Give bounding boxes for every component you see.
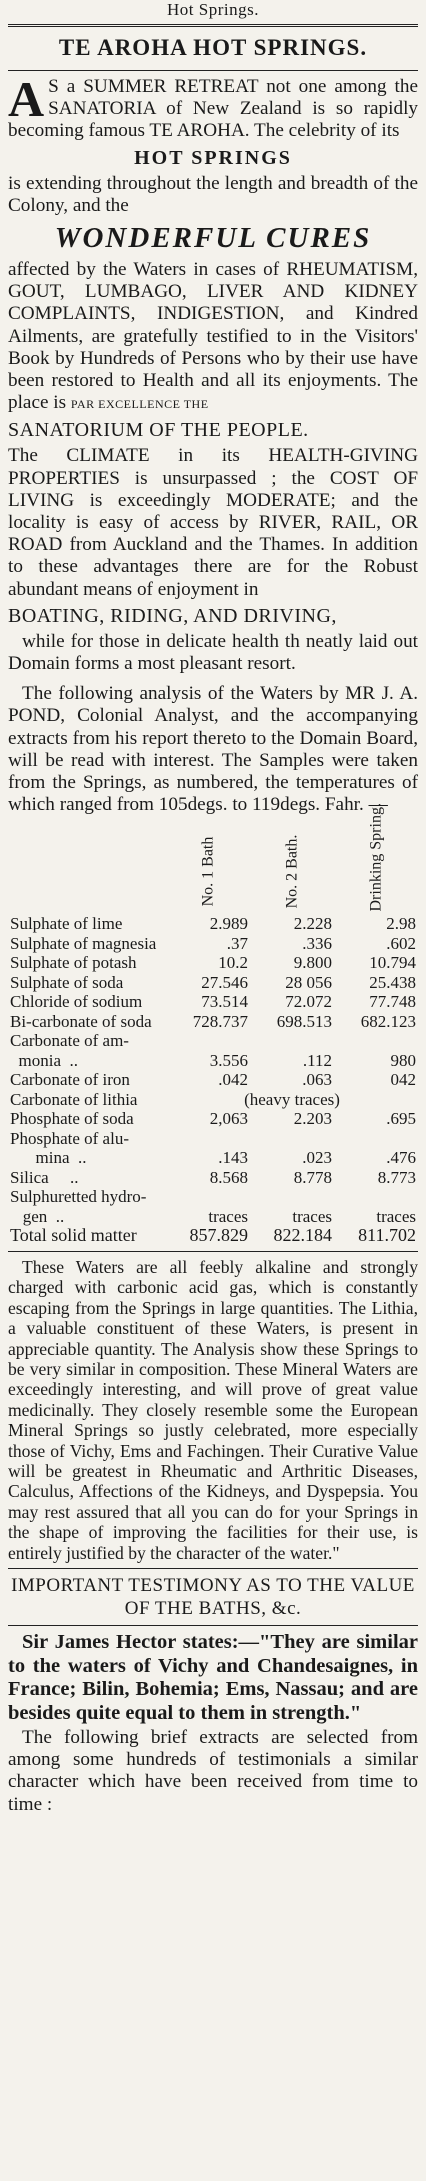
cell-value: .37 [226, 933, 248, 953]
column-header: No. 2 Bath. [283, 835, 301, 909]
row-label: Sulphate of potash [10, 953, 137, 973]
cell-value [334, 1031, 418, 1051]
cell-value [166, 1187, 250, 1207]
cell-value: 77.748 [369, 992, 416, 1012]
testimony-heading: IMPORTANT TESTIMONY AS TO THE VALUE OF THE BATHS, &c. [11, 1575, 415, 1620]
cell-value: traces [376, 1206, 416, 1226]
cell-value: 2.203 [293, 1109, 332, 1129]
analysis-intro: The following analysis of the Waters by MR J. A. POND, Colonial Analyst, and the accompanying extracts from his report thereto to the Domain Board, will be read with interest. The Samples were taken from the Springs, as numbered, the temperatures of which ranged from 105degs. to 119degs. Fahr. — [8, 683, 418, 816]
cell-value: 2.228 [293, 914, 332, 934]
cell-value: .042 [218, 1070, 248, 1090]
table-row [8, 1070, 418, 1090]
cell-value [334, 1187, 418, 1207]
cell-value [250, 1031, 334, 1051]
cures-text: affected by the Waters in cases of RHEUMATISM, GOUT, LUMBAGO, LIVER AND KIDNEY COMPLAINTS, INDIGESTION, and Kindred Ailments, are gratefully testified to in the Visitors' Book by Hundreds of Persons who by their use have been restored to Health and all its enjoyments. The place is [8, 259, 418, 414]
table-row [8, 992, 418, 1012]
cell-value [166, 1031, 250, 1051]
row-label: mina .. [10, 1148, 87, 1168]
row-label: Chloride of sodium [10, 992, 143, 1012]
section-rule [8, 1568, 418, 1569]
cell-value: traces [292, 1206, 332, 1226]
cell-value: 9.800 [293, 953, 332, 973]
row-label: Sulphate of magnesia [10, 933, 157, 953]
cell-value: 25.438 [369, 972, 416, 992]
hector-quote: Sir James Hector states:—"They are similar to the waters of Vichy and Chandesaignes, in France; Bilin, Bohemia; Ems, Nassau; and are besides quite equal to them in strength." [8, 1631, 418, 1724]
table-header-row [8, 816, 418, 914]
row-label: Sulphate of lime [10, 914, 123, 934]
total-value: 857.829 [189, 1225, 248, 1246]
table-row [8, 1168, 418, 1188]
cell-value: 2.98 [386, 914, 416, 934]
cell-value [166, 1129, 250, 1149]
cell-value: 2,063 [209, 1109, 248, 1129]
cell-value: 72.072 [285, 992, 332, 1012]
cell-value: .695 [386, 1109, 416, 1129]
domain-paragraph: while for those in delicate health th neatly laid out Domain forms a most pleasant resort. [8, 630, 418, 675]
cell-value: 3.556 [209, 1050, 248, 1070]
table-row [8, 953, 418, 973]
table-row [8, 1031, 418, 1051]
sanatorium-heading: SANATORIUM OF THE PEOPLE. [8, 419, 309, 442]
row-label: Sulphuretted hydro- [10, 1187, 147, 1207]
cell-value: 698.513 [276, 1011, 332, 1031]
title-rule [8, 70, 418, 71]
row-label: Carbonate of iron [10, 1070, 130, 1090]
intro-paragraph [8, 71, 418, 143]
table-row [8, 1148, 418, 1168]
row-label: Sulphate of soda [10, 972, 124, 992]
table-row [8, 1090, 418, 1110]
row-label: Carbonate of lithia [10, 1089, 138, 1109]
advert-title: TE AROHA HOT SPRINGS. [58, 35, 368, 60]
cell-value: .602 [386, 933, 416, 953]
cell-value: 8.773 [377, 1167, 416, 1187]
hot-springs-heading: HOT SPRINGS [134, 146, 292, 169]
row-label: Bi-carbonate of soda [10, 1011, 152, 1031]
closing-paragraph: The following brief extracts are selected from among some hundreds of testimonials a similar character which have been received from time to time : [8, 1727, 418, 1815]
cell-value [250, 1187, 334, 1207]
cell-value: 27.546 [201, 972, 248, 992]
cell-value: .112 [302, 1050, 332, 1070]
total-value: 811.702 [358, 1225, 416, 1246]
table-row [8, 973, 418, 993]
row-label: monia .. [10, 1050, 78, 1070]
drop-cap: A [8, 71, 45, 127]
cell-value: traces [208, 1206, 248, 1226]
row-label: Silica .. [10, 1167, 79, 1187]
intro-continued: is extending throughout the length and breadth of the Colony, and the [8, 172, 418, 216]
running-head: Hot Springs. [167, 0, 259, 19]
row-label: Carbonate of am- [10, 1031, 129, 1051]
cell-value: (heavy traces) [244, 1089, 340, 1109]
top-rule [8, 24, 418, 27]
analysis-table [8, 803, 418, 1246]
intro-text: S a SUMMER RETREAT not one among the SANATORIA of New Zealand is so rapidly becoming famous TE AROHA. The celebrity of its [8, 76, 418, 142]
boating-heading: BOATING, RIDING, AND DRIVING, [8, 604, 337, 627]
row-label: gen .. [10, 1206, 65, 1226]
cell-value [334, 1129, 418, 1149]
table-row [8, 934, 418, 954]
table-row [8, 1012, 418, 1032]
wonderful-cures-heading: WONDERFUL CURES [54, 222, 372, 255]
testimony-rule [8, 1625, 418, 1626]
cell-value: 8.568 [209, 1167, 248, 1187]
table-row [8, 1109, 418, 1129]
cell-value: 042 [390, 1070, 416, 1090]
table-row [8, 1207, 418, 1227]
total-value: 822.184 [273, 1225, 332, 1246]
table-row [8, 1129, 418, 1149]
cell-value: .143 [218, 1148, 248, 1168]
cell-value: .336 [302, 933, 332, 953]
table-row [8, 914, 418, 934]
cell-value: 980 [390, 1050, 416, 1070]
cell-value: 728.737 [192, 1011, 248, 1031]
row-label: Phosphate of soda [10, 1109, 134, 1129]
cell-value: 73.514 [201, 992, 248, 1012]
cell-value: 28 056 [285, 972, 332, 992]
column-header: No. 1 Bath [199, 837, 217, 907]
cell-value: 682.123 [360, 1011, 416, 1031]
row-label: Phosphate of alu- [10, 1128, 129, 1148]
total-row [8, 1226, 418, 1246]
table-rule [8, 1251, 418, 1252]
cell-value: 10.2 [218, 953, 248, 973]
cell-value: 8.778 [293, 1167, 332, 1187]
total-label: Total solid matter [10, 1225, 137, 1246]
table-row [8, 1187, 418, 1207]
column-header: Drinking Spring. [367, 803, 385, 912]
cell-value: .063 [302, 1070, 332, 1090]
cell-value: 2.989 [209, 914, 248, 934]
report-paragraph: These Waters are all feebly alkaline and strongly charged with carbonic acid gas, which is constantly escaping from the Springs in large quantities. The Lithia, a valuable constituent of these Waters, is present in appreciable quantity. The Analysis show these Springs to be very similar in composition. These Mineral Waters are exceedingly interesting, and will prove of great value medicinally. They closely resemble some the European Mineral Springs so justly celebrated, more especially those of Vichy, Ems and Fachingen. Their Curative Value will be greatest in Rheumatic and Arthritic Diseases, Calculus, Affections of the Kidneys, and Dyspepsia. You may rest assured that all you can do for your Springs in the shape of improving the facilities for their use, is entirely justified by the character of the water." [8, 1256, 418, 1563]
climate-paragraph: The CLIMATE in its HEALTH-GIVING PROPERTIES is unsurpassed ; the COST OF LIVING is exceedingly MODERATE; and the locality is easy of access by RIVER, RAIL, OR ROAD from Auckland and the Thames. In addition to these advantages there are for the Robust abundant means of enjoyment in [8, 445, 418, 600]
par-excellence: PAR EXCELLENCE THE [70, 397, 209, 412]
cures-paragraph [8, 259, 418, 415]
table-row [8, 1051, 418, 1071]
cell-value: .023 [302, 1148, 332, 1168]
cell-value: 10.794 [369, 953, 416, 973]
cell-value [250, 1129, 334, 1149]
cell-value: .476 [386, 1148, 416, 1168]
